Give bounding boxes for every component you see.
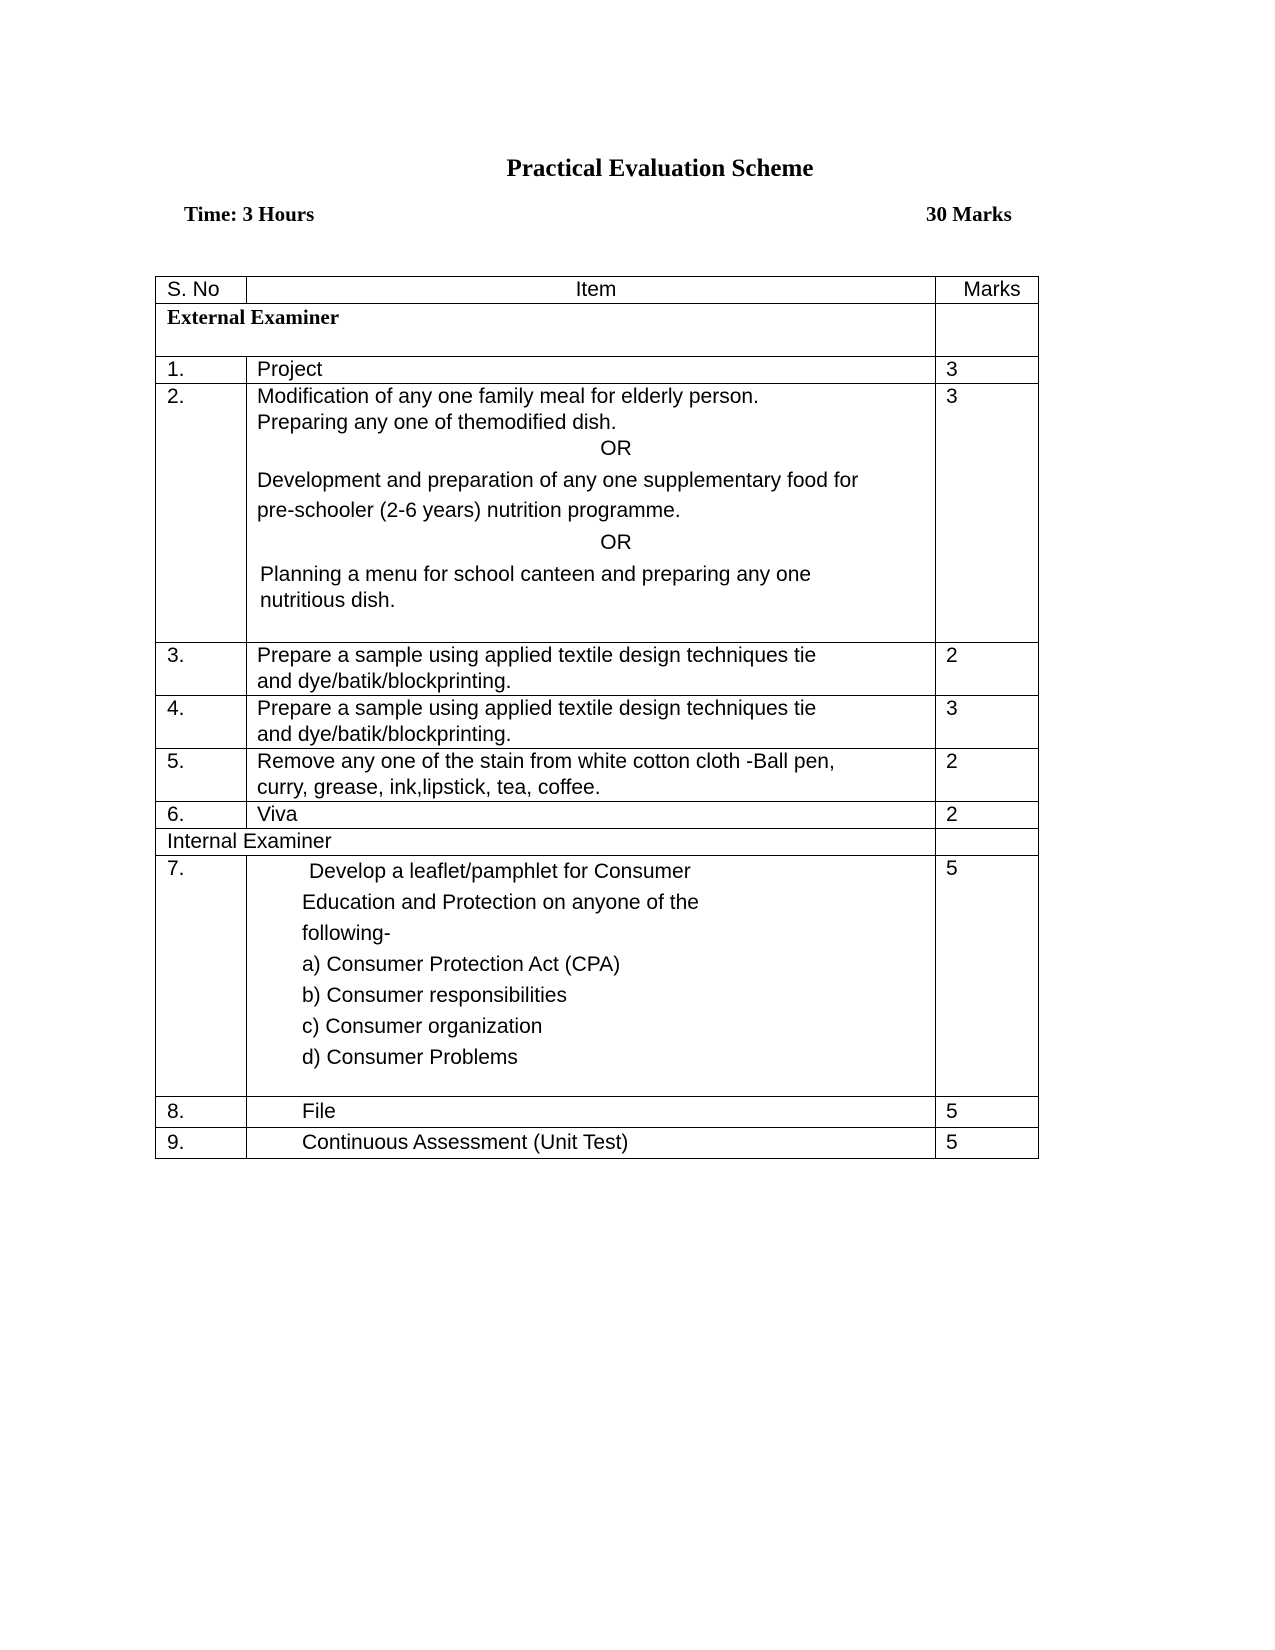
row-item: File: [247, 1097, 936, 1128]
row-sno: 9.: [156, 1128, 247, 1159]
table-row: [156, 357, 1039, 384]
item-line: Modification of any one family meal for elderly person.: [257, 385, 759, 408]
table-row: [156, 384, 1039, 643]
total-marks-label: 30 Marks: [926, 202, 1012, 226]
section-row-external: [156, 304, 1039, 357]
or-separator: OR: [600, 531, 632, 554]
header-sno: S. No: [156, 277, 247, 304]
table-row: [156, 856, 1039, 1097]
row-marks: 5: [936, 856, 1039, 1097]
item-line: Education and Protection on anyone of the: [302, 891, 699, 914]
row-sno: 7.: [156, 856, 247, 1097]
row-sno: 1.: [156, 357, 247, 384]
table-row: [156, 749, 1039, 802]
row-item: [247, 696, 936, 749]
table-row: [156, 1097, 1039, 1128]
row-item: Continuous Assessment (Unit Test): [247, 1128, 936, 1159]
row-sno: 4.: [156, 696, 247, 749]
table-row: [156, 643, 1039, 696]
option-item: d) Consumer Problems: [302, 1046, 518, 1069]
row-marks: 2: [936, 749, 1039, 802]
item-line: Prepare a sample using applied textile design techniques tie: [257, 644, 817, 667]
item-line: curry, grease, ink,lipstick, tea, coffee.: [257, 776, 601, 799]
row-item: Project: [247, 357, 936, 384]
section-row-internal: [156, 829, 1039, 856]
page-title: Practical Evaluation Scheme: [506, 155, 814, 182]
row-item: [247, 643, 936, 696]
row-marks: 3: [936, 357, 1039, 384]
table-row: [156, 696, 1039, 749]
section-external-marks: [936, 304, 1039, 357]
item-line: Develop a leaflet/pamphlet for Consumer: [309, 860, 691, 883]
item-line: and dye/batik/blockprinting.: [257, 670, 512, 693]
row-item: [247, 749, 936, 802]
section-external-label: External Examiner: [156, 304, 936, 357]
row-marks: 2: [936, 643, 1039, 696]
evaluation-table: [155, 276, 1039, 1159]
row-marks: 3: [936, 384, 1039, 643]
or-separator: OR: [600, 437, 632, 460]
option-item: c) Consumer organization: [302, 1015, 543, 1038]
row-sno: 5.: [156, 749, 247, 802]
row-sno: 3.: [156, 643, 247, 696]
row-marks: 2: [936, 802, 1039, 829]
option-item: b) Consumer responsibilities: [302, 984, 567, 1007]
item-line: following-: [302, 922, 391, 945]
row-item: [247, 384, 936, 643]
row-marks: 3: [936, 696, 1039, 749]
row-sno: 2.: [156, 384, 247, 643]
item-line: Development and preparation of any one supplementary food for: [257, 469, 859, 492]
row-sno: 6.: [156, 802, 247, 829]
item-line: pre-schooler (2-6 years) nutrition programme.: [257, 499, 681, 522]
row-sno: 8.: [156, 1097, 247, 1128]
time-label: Time: 3 Hours: [184, 202, 315, 226]
item-line: nutritious dish.: [260, 589, 396, 612]
option-item: a) Consumer Protection Act (CPA): [302, 953, 621, 976]
item-line: Preparing any one of themodified dish.: [257, 411, 617, 434]
item-line: Prepare a sample using applied textile design techniques tie: [257, 697, 817, 720]
row-item: [247, 856, 936, 1097]
row-item: Viva: [247, 802, 936, 829]
table-row: [156, 1128, 1039, 1159]
table-header-row: [156, 277, 1039, 304]
item-line: Planning a menu for school canteen and preparing any one: [260, 563, 812, 586]
section-internal-marks: [936, 829, 1039, 856]
section-internal-label: Internal Examiner: [156, 829, 936, 856]
item-line: and dye/batik/blockprinting.: [257, 723, 512, 746]
row-marks: 5: [936, 1128, 1039, 1159]
header-item: Item: [247, 277, 936, 304]
row-marks: 5: [936, 1097, 1039, 1128]
item-line: Remove any one of the stain from white cotton cloth -Ball pen,: [257, 750, 835, 773]
header-marks: Marks: [936, 277, 1039, 304]
table-row: [156, 802, 1039, 829]
